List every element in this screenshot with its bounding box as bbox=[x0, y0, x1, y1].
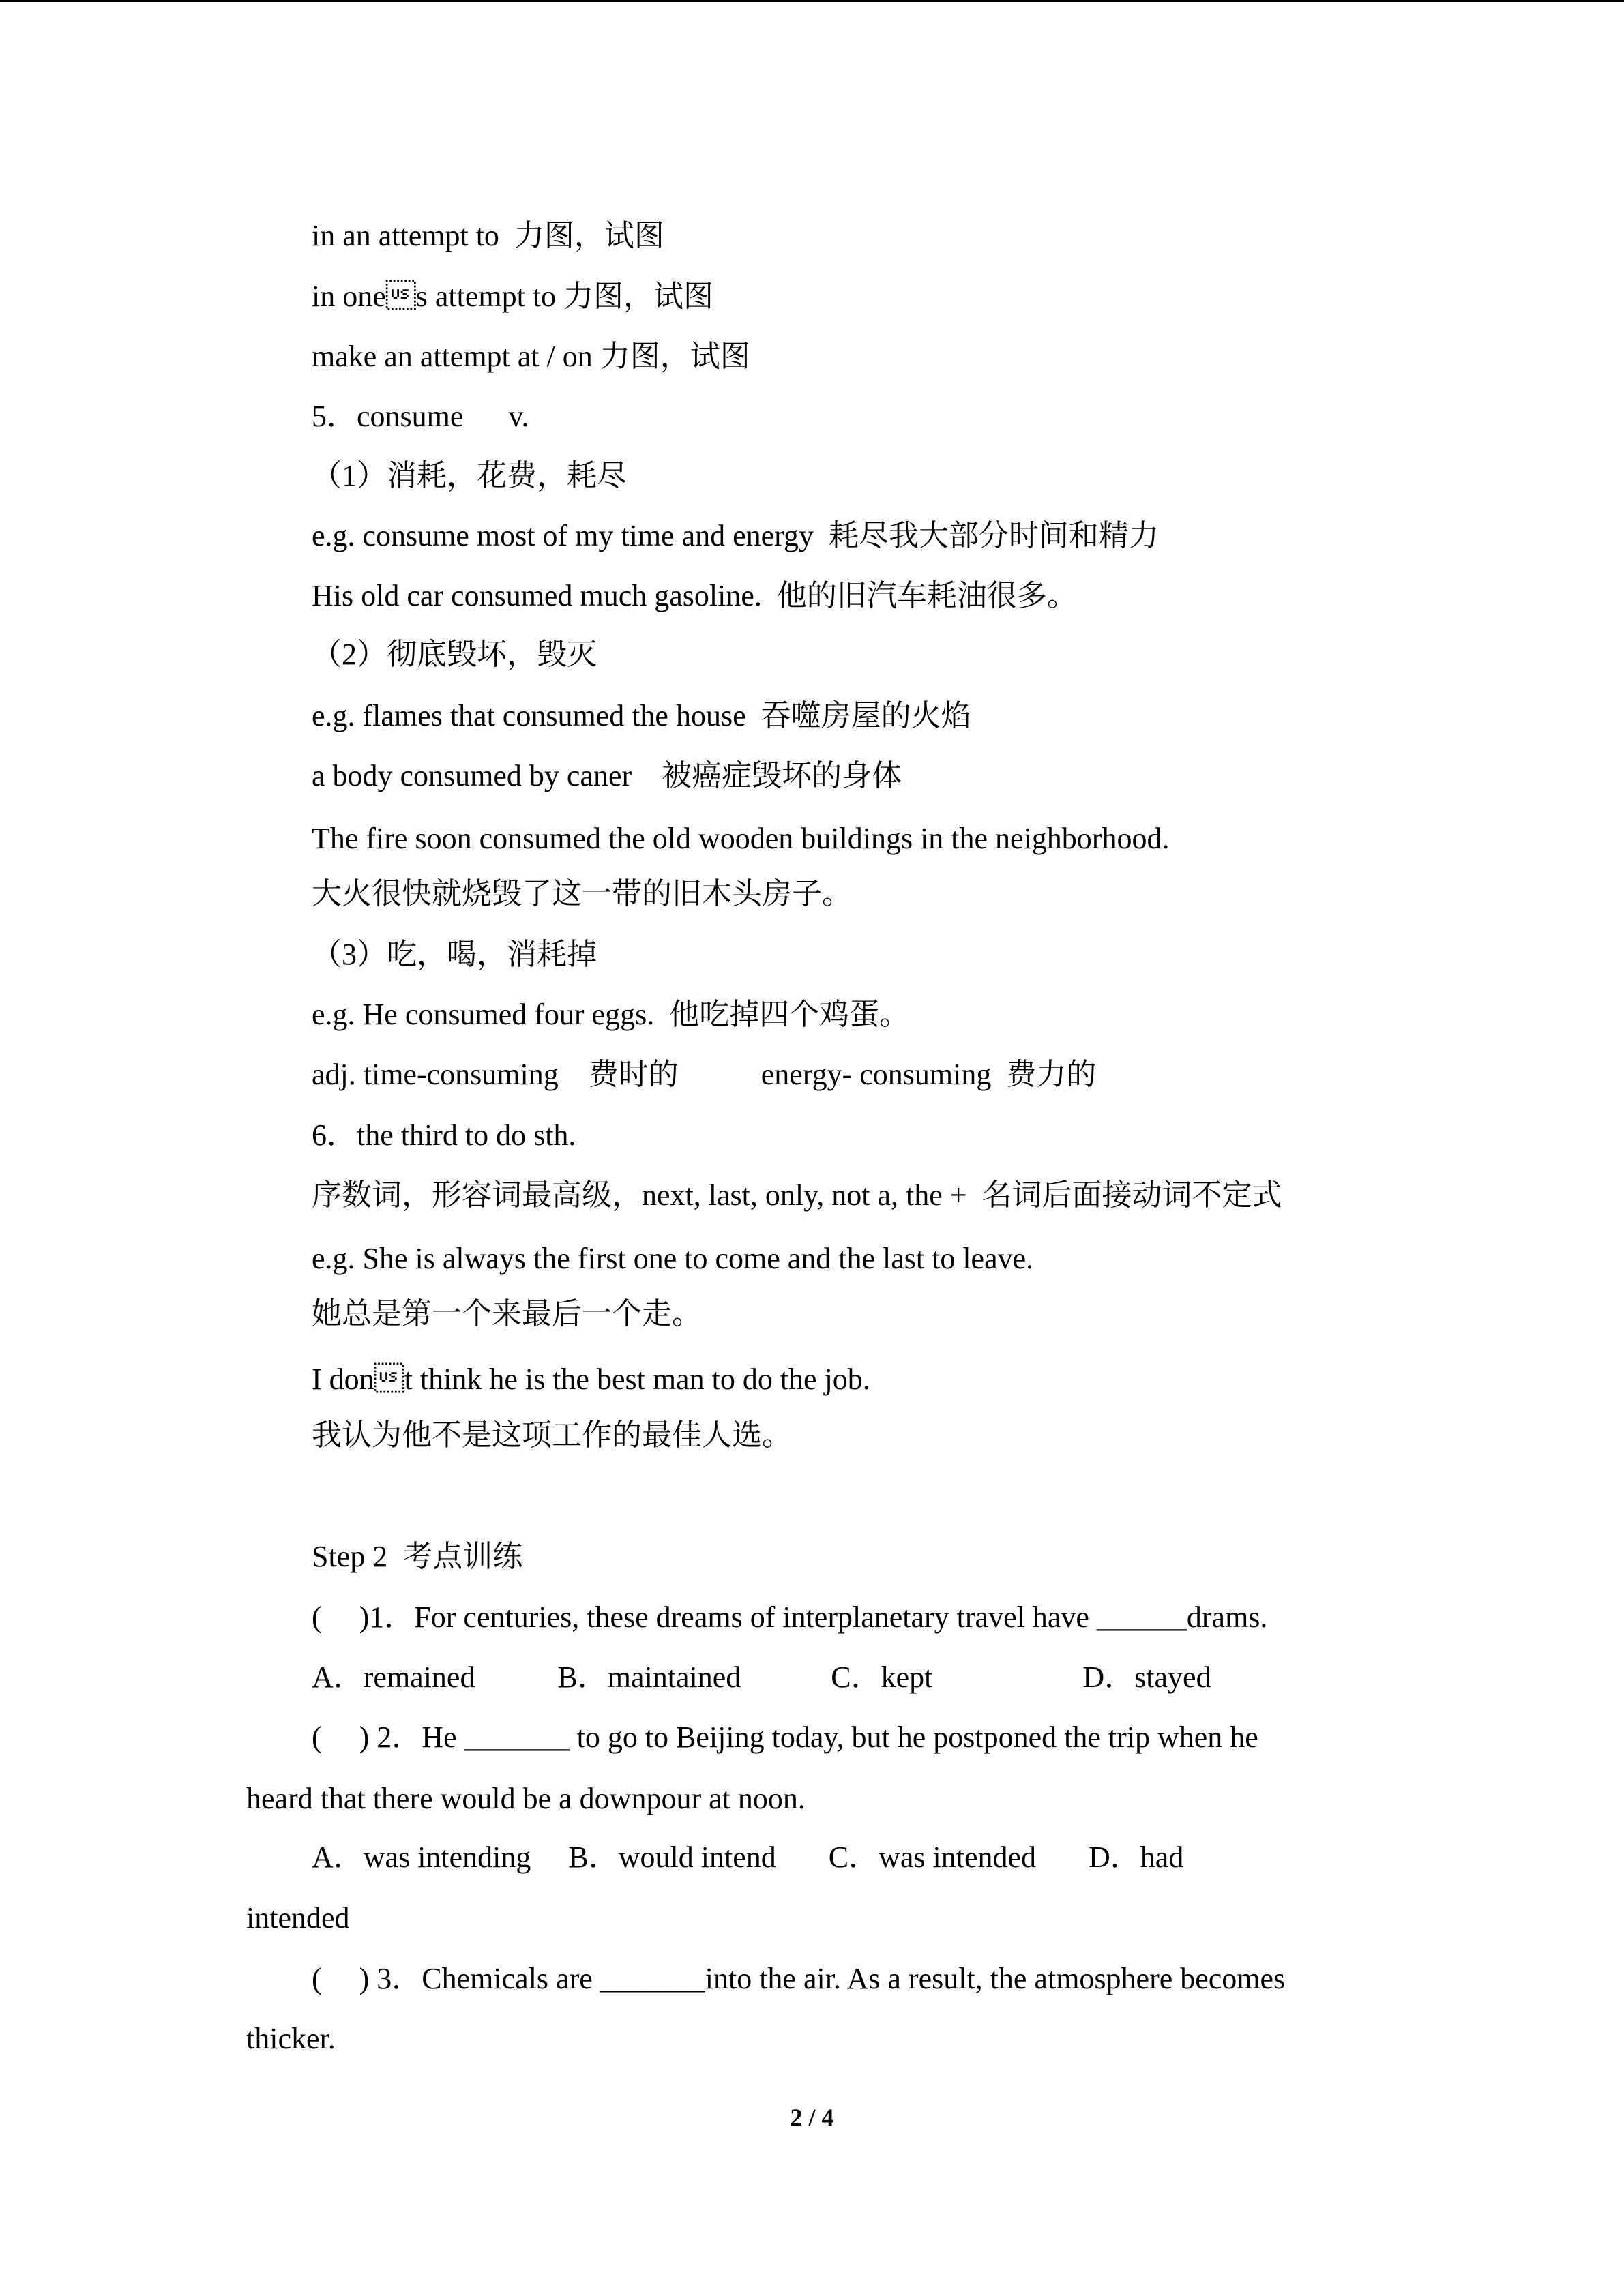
text-line: e.g. He consumed four eggs. 他吃掉四个鸡蛋。 bbox=[312, 998, 910, 1031]
question-2-options: A．was intending B．would intend C．was intended D．had bbox=[312, 1840, 1184, 1874]
text-line: in an attempt to 力图，试图 bbox=[312, 219, 664, 252]
text-line: 我认为他不是这项工作的最佳人选。 bbox=[312, 1418, 792, 1452]
question-2-continued: heard that there would be a downpour at noon. bbox=[246, 1782, 806, 1815]
text-line: make an attempt at / on 力图，试图 bbox=[312, 340, 750, 373]
text-line: I don t think he is the best man to do the job. bbox=[312, 1362, 870, 1396]
text-line: The fire soon consumed the old wooden buildings in the neighborhood. bbox=[312, 822, 1170, 855]
question-1-options: A．remained B．maintained C．kept D．stayed bbox=[312, 1660, 1211, 1694]
text-line: adj. time-consuming 费时的 energy- consuming 费力的 bbox=[312, 1058, 1097, 1091]
question-2: ( ) 2．He _______ to go to Beijing today, but he postponed the trip when he bbox=[312, 1720, 1258, 1754]
text-line: （2）彻底毁坏，毁灭 bbox=[312, 638, 597, 671]
text-line: 她总是第一个来最后一个走。 bbox=[312, 1297, 702, 1330]
text-line: e.g. She is always the first one to come and the last to leave. bbox=[312, 1242, 1034, 1275]
text-line: a body consumed by caner 被癌症毁坏的身体 bbox=[312, 759, 902, 792]
text-line: 大火很快就烧毁了这一带的旧木头房子。 bbox=[312, 877, 852, 910]
question-3-continued: thicker. bbox=[246, 2022, 336, 2055]
text-line: in one s attempt to 力图，试图 bbox=[312, 280, 714, 313]
question-1: ( )1．For centuries, these dreams of interplanetary travel have ______drams. bbox=[312, 1600, 1268, 1634]
text-line: 5．consume v. bbox=[312, 400, 529, 433]
section-heading: Step 2 考点训练 bbox=[312, 1540, 523, 1573]
text-line: e.g. consume most of my time and energy 耗尽我大部分时间和精力 bbox=[312, 519, 1160, 552]
text-line: 序数词，形容词最高级，next, last, only, not a, the + 名词后面接动词不定式 bbox=[312, 1178, 1282, 1212]
text-line: e.g. flames that consumed the house 吞噬房屋的火焰 bbox=[312, 699, 971, 732]
question-3: ( ) 3．Chemicals are _______into the air. As a result, the atmosphere becomes bbox=[312, 1962, 1286, 1995]
text-line: （3）吃，喝，消耗掉 bbox=[312, 938, 597, 971]
page-number: 2 / 4 bbox=[790, 2104, 834, 2131]
question-2-options-continued: intended bbox=[246, 1901, 350, 1935]
text-line: 6．the third to do sth. bbox=[312, 1118, 576, 1152]
text-line: His old car consumed much gasoline. 他的旧汽车耗油很多。 bbox=[312, 579, 1077, 612]
page-top-border bbox=[0, 0, 1624, 2]
text-line: （1）消耗，花费，耗尽 bbox=[312, 459, 627, 492]
